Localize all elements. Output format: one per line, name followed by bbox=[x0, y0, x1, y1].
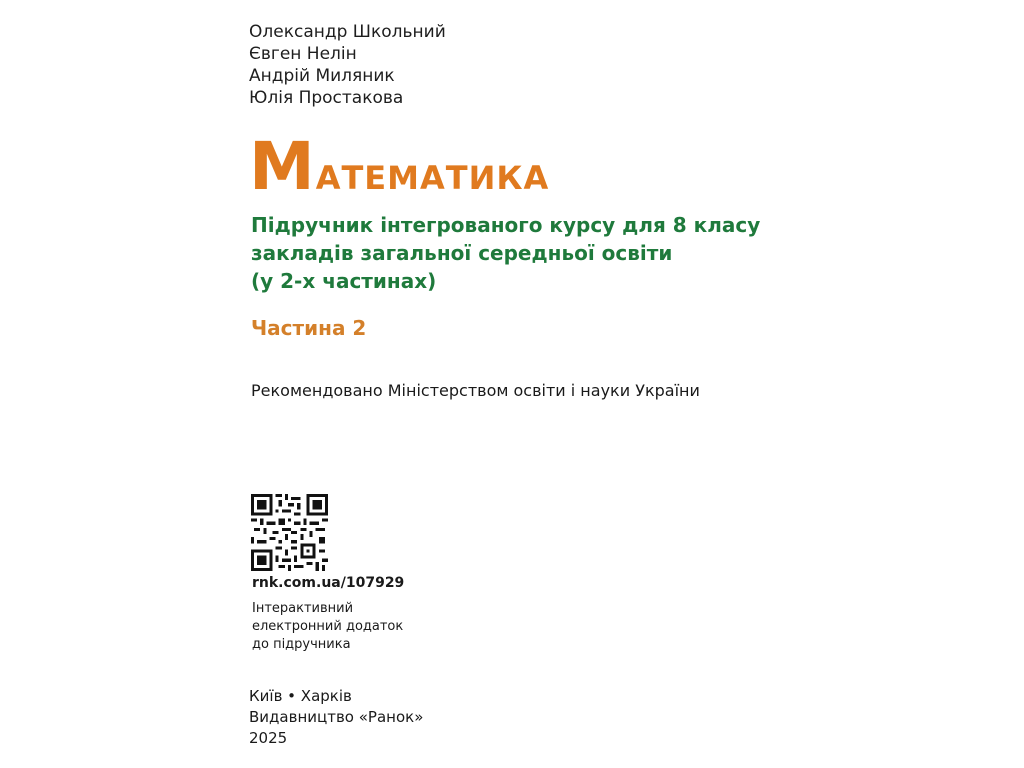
book-title bbox=[249, 128, 550, 208]
author-name: Юлія Простакова bbox=[249, 88, 404, 108]
author-name: Андрій Миляник bbox=[249, 66, 395, 86]
part-number: Частина 2 bbox=[251, 316, 367, 340]
book-subtitle bbox=[251, 211, 760, 295]
qr-caption-line: Інтерактивний bbox=[252, 601, 354, 616]
author-name: Олександр Школьний bbox=[249, 22, 446, 42]
publication-year: 2025 bbox=[249, 729, 288, 747]
qr-caption-line: електронний додаток bbox=[252, 619, 404, 634]
publisher-name: Видавництво «Ранок» bbox=[249, 708, 424, 726]
book-title-initial: М bbox=[249, 128, 316, 205]
recommendation-note: Рекомендовано Міністерством освіти і науки України bbox=[251, 381, 700, 400]
subtitle-line: закладів загальної середньої освіти bbox=[251, 241, 673, 265]
subtitle-line: (у 2-х частинах) bbox=[251, 269, 437, 293]
qr-code-icon[interactable] bbox=[251, 494, 328, 571]
publisher-cities: Київ • Харків bbox=[249, 687, 352, 705]
author-name: Євген Нелін bbox=[249, 44, 357, 64]
book-title-rest: атематика bbox=[315, 146, 550, 200]
qr-caption-line: до підручника bbox=[252, 637, 351, 652]
qr-caption bbox=[252, 600, 403, 654]
qr-link-text[interactable]: rnk.com.ua/107929 bbox=[252, 575, 405, 591]
publisher-info bbox=[249, 686, 423, 749]
subtitle-line: Підручник інтегрованого курсу для 8 класу bbox=[251, 213, 761, 237]
authors-list bbox=[249, 21, 446, 109]
